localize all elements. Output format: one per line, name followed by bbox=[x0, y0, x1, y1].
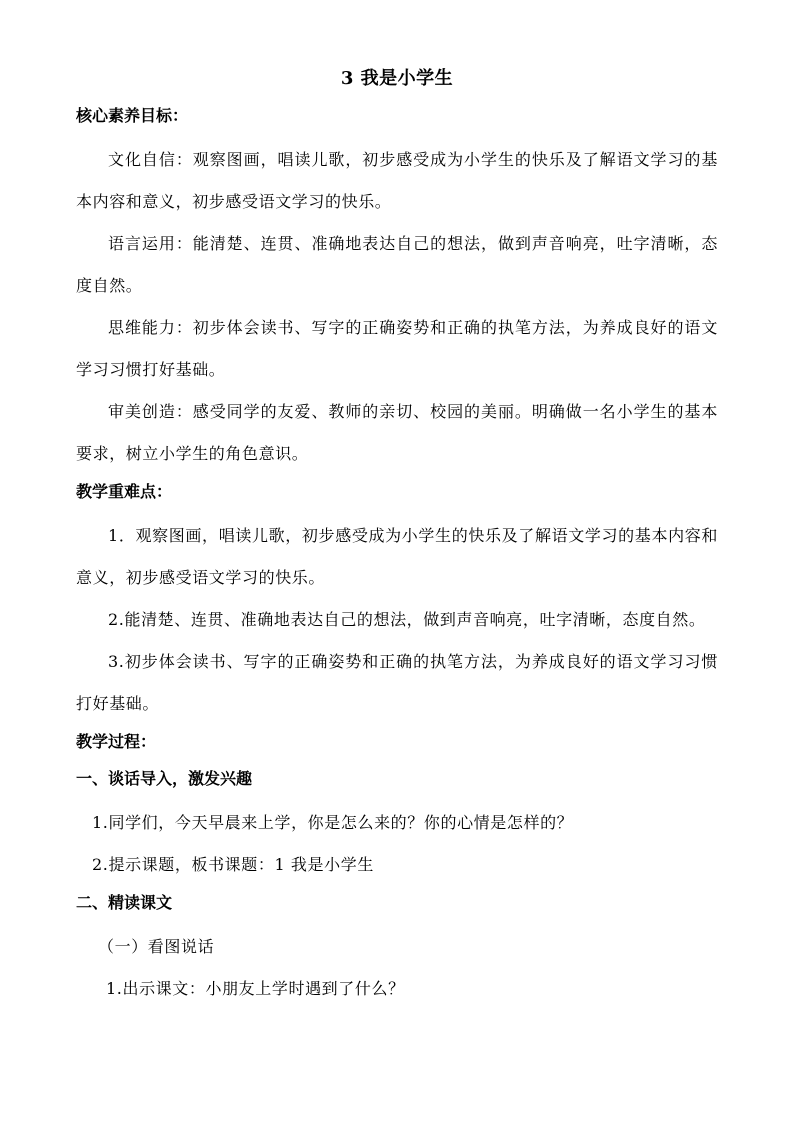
step-item: 1.同学们，今天早晨来上学，你是怎么来的？你的心情是怎样的？ bbox=[92, 813, 574, 832]
section-heading-process: 教学过程： bbox=[76, 732, 157, 751]
section-heading-core-goals: 核心素养目标： bbox=[76, 106, 189, 125]
key-point-paragraph: 3.初步体会读书、写字的正确姿势和正确的执笔方法，为养成良好的语文学习习惯打好基础。 bbox=[76, 652, 718, 713]
page-title: 3 我是小学生 bbox=[340, 68, 454, 89]
step-heading-intro: 一、谈话导入，激发兴趣 bbox=[76, 769, 253, 788]
step-heading-reading: 二、精读课文 bbox=[76, 893, 173, 912]
goal-paragraph-culture: 文化自信：观察图画，唱读儿歌，初步感受成为小学生的快乐及了解语文学习的基本内容和意义，初步感受语文学习的快乐。 bbox=[76, 150, 718, 211]
key-point-paragraph: 1．观察图画，唱读儿歌，初步感受成为小学生的快乐及了解语文学习的基本内容和意义，初步感受语文学习的快乐。 bbox=[76, 526, 718, 587]
section-heading-key-points: 教学重难点： bbox=[76, 482, 173, 501]
step-item: 2.提示课题，板书课题：1 我是小学生 bbox=[92, 855, 374, 874]
sub-heading-picture-talk: （一）看图说话 bbox=[98, 937, 215, 956]
key-point-paragraph: 2.能清楚、连贯、准确地表达自己的想法，做到声音响亮，吐字清晰，态度自然。 bbox=[108, 610, 706, 629]
step-item: 1.出示课文：小朋友上学时遇到了什么？ bbox=[106, 979, 405, 998]
goal-paragraph-language: 语言运用：能清楚、连贯、准确地表达自己的想法，做到声音响亮，吐字清晰，态度自然。 bbox=[76, 234, 718, 295]
goal-paragraph-thinking: 思维能力：初步体会读书、写字的正确姿势和正确的执笔方法，为养成良好的语文学习习惯打好基础。 bbox=[76, 318, 718, 379]
goal-paragraph-aesthetics: 审美创造：感受同学的友爱、教师的亲切、校园的美丽。明确做一名小学生的基本要求，树立小学生的角色意识。 bbox=[76, 402, 718, 463]
